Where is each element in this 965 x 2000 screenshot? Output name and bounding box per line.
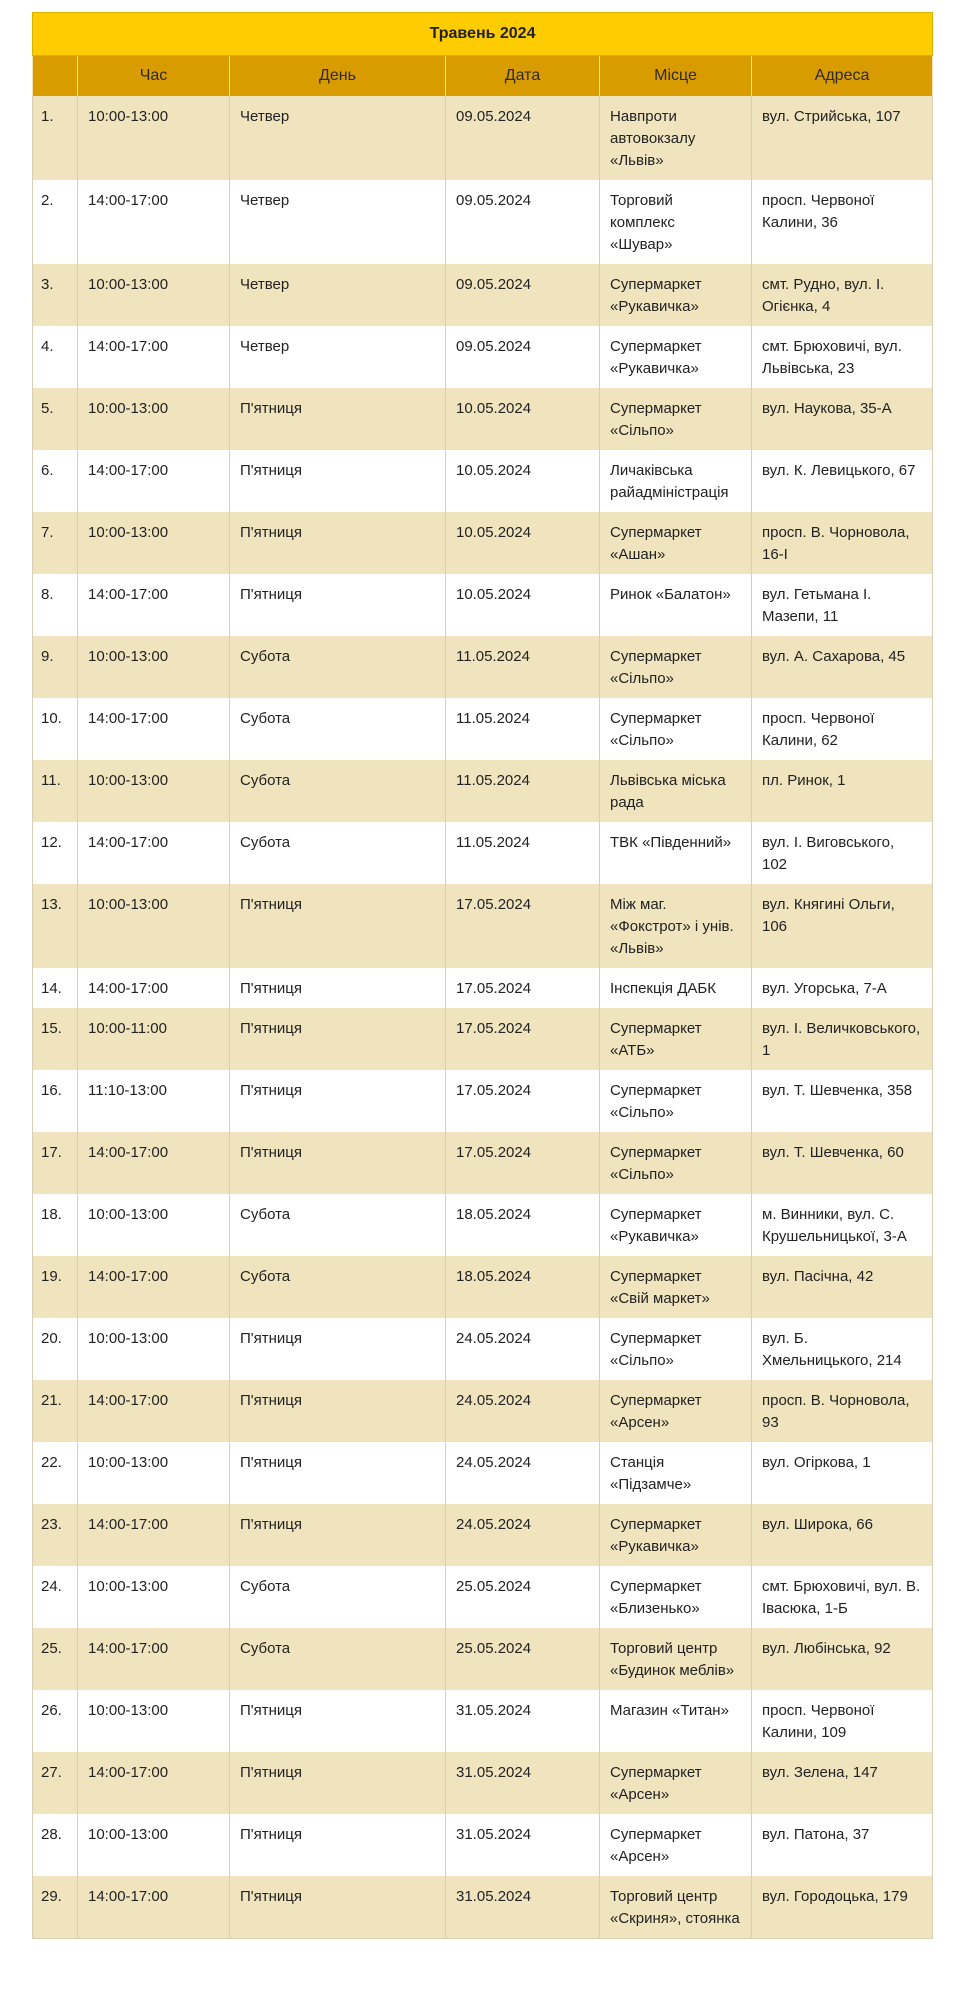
table-row	[33, 1318, 933, 1380]
row-place: Інспекція ДАБК	[600, 968, 752, 1008]
row-day: П'ятниця	[230, 1752, 446, 1814]
row-date: 18.05.2024	[446, 1194, 600, 1256]
row-date: 10.05.2024	[446, 574, 600, 636]
row-time: 14:00-17:00	[78, 180, 230, 264]
table-row	[33, 1070, 933, 1132]
row-day: П'ятниця	[230, 1070, 446, 1132]
row-date: 11.05.2024	[446, 760, 600, 822]
row-time: 14:00-17:00	[78, 1380, 230, 1442]
row-place: Супермаркет «Близенько»	[600, 1566, 752, 1628]
table-row	[33, 96, 933, 180]
schedule-container	[32, 12, 932, 1939]
row-time: 10:00-13:00	[78, 264, 230, 326]
row-address: просп. Червоної Калини, 36	[752, 180, 933, 264]
table-row	[33, 822, 933, 884]
row-number: 10.	[33, 698, 78, 760]
row-day: Четвер	[230, 180, 446, 264]
table-row	[33, 760, 933, 822]
table-row	[33, 698, 933, 760]
row-place: Станція «Підзамче»	[600, 1442, 752, 1504]
row-time: 10:00-13:00	[78, 760, 230, 822]
row-address: вул. Любінська, 92	[752, 1628, 933, 1690]
row-place: Личаківська райадміністрація	[600, 450, 752, 512]
row-date: 17.05.2024	[446, 1070, 600, 1132]
row-place: Супермаркет «Ашан»	[600, 512, 752, 574]
row-number: 11.	[33, 760, 78, 822]
row-day: П'ятниця	[230, 574, 446, 636]
row-time: 14:00-17:00	[78, 822, 230, 884]
row-day: П'ятниця	[230, 512, 446, 574]
row-time: 14:00-17:00	[78, 1256, 230, 1318]
row-time: 10:00-13:00	[78, 512, 230, 574]
row-place: Супермаркет «Сільпо»	[600, 388, 752, 450]
row-day: Четвер	[230, 326, 446, 388]
row-place: Супермаркет «Рукавичка»	[600, 1194, 752, 1256]
column-header-date: Дата	[446, 56, 600, 97]
row-place: Супермаркет «Арсен»	[600, 1814, 752, 1876]
table-row	[33, 1256, 933, 1318]
row-place: Торговий центр «Будинок меблів»	[600, 1628, 752, 1690]
table-title: Травень 2024	[33, 13, 933, 56]
row-number: 12.	[33, 822, 78, 884]
row-number: 7.	[33, 512, 78, 574]
row-time: 10:00-11:00	[78, 1008, 230, 1070]
row-date: 25.05.2024	[446, 1566, 600, 1628]
row-date: 17.05.2024	[446, 1008, 600, 1070]
row-date: 31.05.2024	[446, 1814, 600, 1876]
row-address: вул. К. Левицького, 67	[752, 450, 933, 512]
row-place: Супермаркет «Сільпо»	[600, 1070, 752, 1132]
table-row	[33, 388, 933, 450]
row-day: Субота	[230, 1256, 446, 1318]
row-address: вул. Патона, 37	[752, 1814, 933, 1876]
row-day: П'ятниця	[230, 1380, 446, 1442]
row-address: вул. Городоцька, 179	[752, 1876, 933, 1939]
row-date: 24.05.2024	[446, 1442, 600, 1504]
row-address: вул. Широка, 66	[752, 1504, 933, 1566]
row-place: Магазин «Титан»	[600, 1690, 752, 1752]
row-day: Субота	[230, 822, 446, 884]
row-date: 17.05.2024	[446, 1132, 600, 1194]
schedule-table	[32, 12, 933, 1939]
row-day: Субота	[230, 760, 446, 822]
row-day: П'ятниця	[230, 1132, 446, 1194]
row-number: 26.	[33, 1690, 78, 1752]
row-address: вул. Огіркова, 1	[752, 1442, 933, 1504]
row-number: 29.	[33, 1876, 78, 1939]
row-number: 17.	[33, 1132, 78, 1194]
row-time: 10:00-13:00	[78, 1814, 230, 1876]
row-address: пл. Ринок, 1	[752, 760, 933, 822]
table-row	[33, 968, 933, 1008]
row-date: 11.05.2024	[446, 822, 600, 884]
table-body	[33, 96, 933, 1939]
row-number: 21.	[33, 1380, 78, 1442]
row-number: 28.	[33, 1814, 78, 1876]
row-address: вул. Гетьмана І. Мазепи, 11	[752, 574, 933, 636]
row-time: 11:10-13:00	[78, 1070, 230, 1132]
row-address: вул. Угорська, 7-А	[752, 968, 933, 1008]
row-place: Між маг. «Фокстрот» і унів. «Львів»	[600, 884, 752, 968]
table-row	[33, 1504, 933, 1566]
header-row	[33, 56, 933, 97]
row-number: 1.	[33, 96, 78, 180]
row-date: 09.05.2024	[446, 180, 600, 264]
table-row	[33, 180, 933, 264]
row-time: 14:00-17:00	[78, 1504, 230, 1566]
row-place: Супермаркет «Рукавичка»	[600, 1504, 752, 1566]
row-date: 31.05.2024	[446, 1876, 600, 1939]
row-address: просп. В. Чорновола, 93	[752, 1380, 933, 1442]
row-time: 14:00-17:00	[78, 326, 230, 388]
table-row	[33, 1194, 933, 1256]
row-address: вул. Пасічна, 42	[752, 1256, 933, 1318]
row-number: 2.	[33, 180, 78, 264]
row-number: 13.	[33, 884, 78, 968]
row-date: 24.05.2024	[446, 1504, 600, 1566]
table-row	[33, 1876, 933, 1939]
table-row	[33, 1380, 933, 1442]
row-day: П'ятниця	[230, 450, 446, 512]
row-address: вул. Т. Шевченка, 358	[752, 1070, 933, 1132]
table-row	[33, 512, 933, 574]
row-day: Четвер	[230, 96, 446, 180]
row-place: ТВК «Південний»	[600, 822, 752, 884]
row-address: вул. Б. Хмельницького, 214	[752, 1318, 933, 1380]
row-place: Торговий комплекс «Шувар»	[600, 180, 752, 264]
row-place: Супермаркет «Рукавичка»	[600, 264, 752, 326]
row-number: 4.	[33, 326, 78, 388]
row-number: 5.	[33, 388, 78, 450]
row-date: 17.05.2024	[446, 968, 600, 1008]
column-header-number	[33, 56, 78, 97]
row-place: Супермаркет «Сільпо»	[600, 698, 752, 760]
table-row	[33, 1814, 933, 1876]
row-place: Львівська міська рада	[600, 760, 752, 822]
row-place: Супермаркет «Рукавичка»	[600, 326, 752, 388]
row-time: 10:00-13:00	[78, 884, 230, 968]
row-place: Супермаркет «Сільпо»	[600, 1132, 752, 1194]
row-date: 09.05.2024	[446, 326, 600, 388]
row-day: П'ятниця	[230, 968, 446, 1008]
row-time: 14:00-17:00	[78, 698, 230, 760]
row-place: Супермаркет «Арсен»	[600, 1380, 752, 1442]
row-time: 10:00-13:00	[78, 1442, 230, 1504]
row-day: Субота	[230, 1628, 446, 1690]
row-day: П'ятниця	[230, 884, 446, 968]
row-day: П'ятниця	[230, 1876, 446, 1939]
row-address: вул. Стрийська, 107	[752, 96, 933, 180]
row-day: П'ятниця	[230, 1504, 446, 1566]
table-row	[33, 1752, 933, 1814]
table-row	[33, 450, 933, 512]
row-place: Супермаркет «Арсен»	[600, 1752, 752, 1814]
row-number: 9.	[33, 636, 78, 698]
row-day: Четвер	[230, 264, 446, 326]
table-row	[33, 1628, 933, 1690]
table-row	[33, 574, 933, 636]
row-number: 15.	[33, 1008, 78, 1070]
row-address: просп. Червоної Калини, 62	[752, 698, 933, 760]
row-day: Субота	[230, 1194, 446, 1256]
row-place: Супермаркет «Сільпо»	[600, 1318, 752, 1380]
row-day: Субота	[230, 636, 446, 698]
column-header-address: Адреса	[752, 56, 933, 97]
row-time: 10:00-13:00	[78, 1318, 230, 1380]
row-time: 10:00-13:00	[78, 1690, 230, 1752]
row-date: 31.05.2024	[446, 1752, 600, 1814]
row-time: 14:00-17:00	[78, 450, 230, 512]
row-place: Супермаркет «АТБ»	[600, 1008, 752, 1070]
row-time: 14:00-17:00	[78, 968, 230, 1008]
row-date: 10.05.2024	[446, 512, 600, 574]
row-address: вул. Зелена, 147	[752, 1752, 933, 1814]
row-date: 18.05.2024	[446, 1256, 600, 1318]
row-address: м. Винники, вул. С. Крушельницької, 3-А	[752, 1194, 933, 1256]
row-address: вул. А. Сахарова, 45	[752, 636, 933, 698]
row-address: просп. Червоної Калини, 109	[752, 1690, 933, 1752]
table-row	[33, 1008, 933, 1070]
row-date: 31.05.2024	[446, 1690, 600, 1752]
row-number: 24.	[33, 1566, 78, 1628]
table-row	[33, 884, 933, 968]
table-row	[33, 264, 933, 326]
row-address: вул. І. Величковського, 1	[752, 1008, 933, 1070]
row-address: вул. Т. Шевченка, 60	[752, 1132, 933, 1194]
row-date: 10.05.2024	[446, 450, 600, 512]
row-time: 10:00-13:00	[78, 1566, 230, 1628]
table-row	[33, 326, 933, 388]
row-address: вул. І. Виговського, 102	[752, 822, 933, 884]
column-header-time: Час	[78, 56, 230, 97]
row-date: 10.05.2024	[446, 388, 600, 450]
table-row	[33, 1132, 933, 1194]
row-place: Навпроти автовокзалу «Львів»	[600, 96, 752, 180]
row-day: П'ятниця	[230, 1442, 446, 1504]
row-time: 10:00-13:00	[78, 96, 230, 180]
row-time: 14:00-17:00	[78, 1876, 230, 1939]
row-date: 24.05.2024	[446, 1318, 600, 1380]
row-number: 16.	[33, 1070, 78, 1132]
row-number: 14.	[33, 968, 78, 1008]
row-number: 27.	[33, 1752, 78, 1814]
column-header-place: Місце	[600, 56, 752, 97]
row-date: 11.05.2024	[446, 636, 600, 698]
row-day: П'ятниця	[230, 1008, 446, 1070]
row-place: Торговий центр «Скриня», стоянка	[600, 1876, 752, 1939]
row-address: просп. В. Чорновола, 16-І	[752, 512, 933, 574]
table-row	[33, 1442, 933, 1504]
row-date: 24.05.2024	[446, 1380, 600, 1442]
table-row	[33, 1566, 933, 1628]
row-time: 10:00-13:00	[78, 388, 230, 450]
row-number: 20.	[33, 1318, 78, 1380]
row-time: 10:00-13:00	[78, 1194, 230, 1256]
row-number: 6.	[33, 450, 78, 512]
row-date: 17.05.2024	[446, 884, 600, 968]
row-address: смт. Брюховичі, вул. Львівська, 23	[752, 326, 933, 388]
row-number: 22.	[33, 1442, 78, 1504]
table-row	[33, 1690, 933, 1752]
row-number: 8.	[33, 574, 78, 636]
row-number: 3.	[33, 264, 78, 326]
row-time: 14:00-17:00	[78, 1628, 230, 1690]
row-place: Супермаркет «Сільпо»	[600, 636, 752, 698]
row-number: 23.	[33, 1504, 78, 1566]
table-row	[33, 636, 933, 698]
row-number: 18.	[33, 1194, 78, 1256]
row-date: 11.05.2024	[446, 698, 600, 760]
row-number: 25.	[33, 1628, 78, 1690]
row-address: смт. Рудно, вул. І. Огієнка, 4	[752, 264, 933, 326]
row-time: 14:00-17:00	[78, 574, 230, 636]
row-day: Субота	[230, 698, 446, 760]
row-day: П'ятниця	[230, 388, 446, 450]
row-day: П'ятниця	[230, 1814, 446, 1876]
row-date: 09.05.2024	[446, 264, 600, 326]
row-day: П'ятниця	[230, 1690, 446, 1752]
row-time: 10:00-13:00	[78, 636, 230, 698]
row-time: 14:00-17:00	[78, 1752, 230, 1814]
row-place: Ринок «Балатон»	[600, 574, 752, 636]
row-time: 14:00-17:00	[78, 1132, 230, 1194]
row-day: П'ятниця	[230, 1318, 446, 1380]
row-place: Супермаркет «Свій маркет»	[600, 1256, 752, 1318]
row-day: Субота	[230, 1566, 446, 1628]
column-header-day: День	[230, 56, 446, 97]
row-date: 09.05.2024	[446, 96, 600, 180]
row-address: смт. Брюховичі, вул. В. Івасюка, 1-Б	[752, 1566, 933, 1628]
row-address: вул. Княгині Ольги, 106	[752, 884, 933, 968]
row-number: 19.	[33, 1256, 78, 1318]
row-date: 25.05.2024	[446, 1628, 600, 1690]
row-address: вул. Наукова, 35-А	[752, 388, 933, 450]
